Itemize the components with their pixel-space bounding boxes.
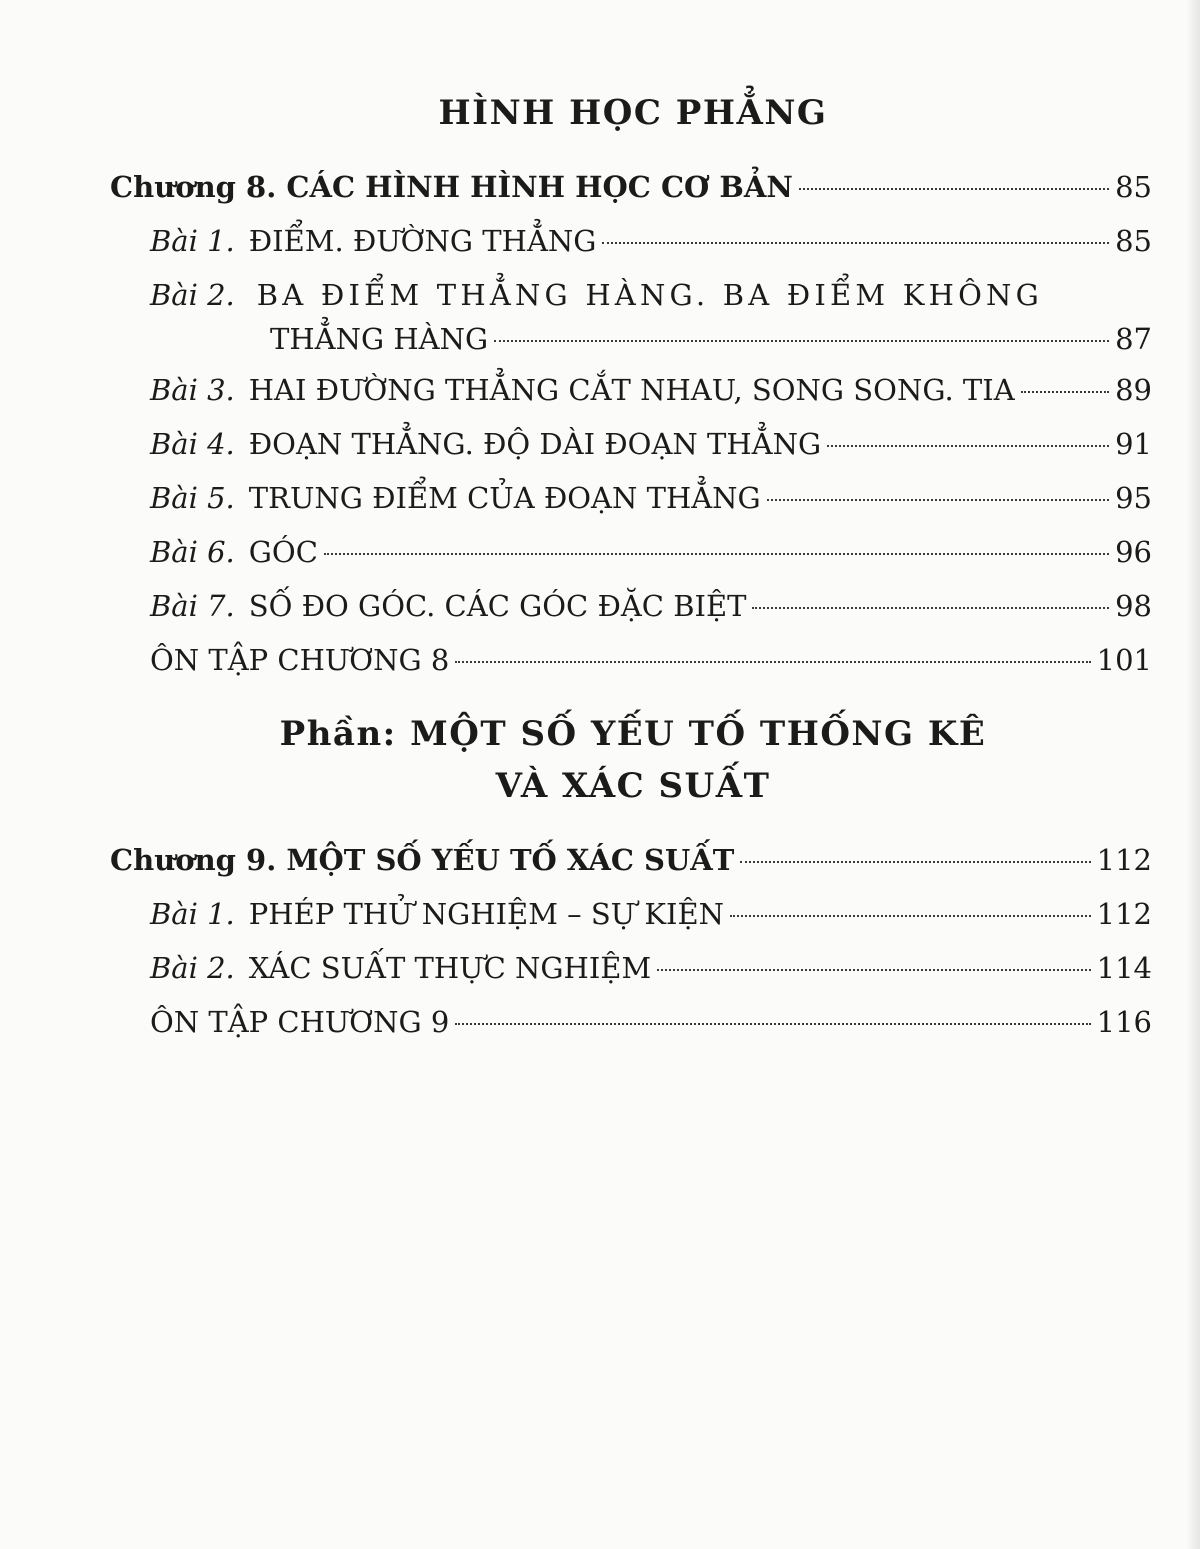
leader-dots xyxy=(455,661,1090,663)
lesson-label: Bài 2. xyxy=(150,951,235,985)
lesson-title: SỐ ĐO GÓC. CÁC GÓC ĐẶC BIỆT xyxy=(248,589,747,623)
lesson-label: Bài 5. xyxy=(150,481,235,515)
lesson-title: XÁC SUẤT THỰC NGHIỆM xyxy=(248,951,652,985)
toc-item[interactable] xyxy=(150,427,1152,461)
lesson-label: Bài 6. xyxy=(150,535,235,569)
toc-chapter-9[interactable] xyxy=(110,843,1152,877)
toc-item[interactable] xyxy=(150,373,1152,407)
page-number: 112 xyxy=(1096,843,1152,877)
lesson-title-line1: BA ĐIỂM THẲNG HÀNG. BA ĐIỂM KHÔNG xyxy=(256,278,1043,312)
lesson-title: PHÉP THỬ NGHIỆM – SỰ KIỆN xyxy=(248,897,725,931)
leader-dots xyxy=(767,499,1109,501)
leader-dots xyxy=(730,915,1091,917)
lesson-label: Bài 7. xyxy=(150,589,235,623)
toc-item[interactable] xyxy=(150,224,1152,258)
toc-item[interactable] xyxy=(150,481,1152,515)
page-number: 87 xyxy=(1115,322,1152,356)
section-title-plane-geometry: HÌNH HỌC PHẲNG xyxy=(438,93,828,133)
page-number: 89 xyxy=(1115,373,1152,407)
lesson-label: Bài 3. xyxy=(150,373,235,407)
toc-review-9[interactable] xyxy=(150,1005,1152,1039)
lesson-title: ĐOẠN THẲNG. ĐỘ DÀI ĐOẠN THẲNG xyxy=(248,427,822,461)
page-number: 96 xyxy=(1115,535,1152,569)
leader-dots xyxy=(455,1023,1090,1025)
lesson-title: HAI ĐƯỜNG THẲNG CẮT NHAU, SONG SONG. TIA xyxy=(248,373,1015,407)
chapter-title: Chương 8. CÁC HÌNH HÌNH HỌC CƠ BẢN xyxy=(110,170,793,204)
toc-review-8[interactable] xyxy=(150,643,1152,677)
toc-item[interactable] xyxy=(150,951,1152,985)
page-number: 91 xyxy=(1115,427,1152,461)
section-title-statistics: Phần: MỘT SỐ YẾU TỐ THỐNG KÊ xyxy=(279,714,987,754)
lesson-title-line2: THẲNG HÀNG xyxy=(270,322,489,356)
leader-dots xyxy=(740,861,1090,863)
toc-chapter-8[interactable] xyxy=(110,170,1152,204)
page-edge-shadow xyxy=(1186,0,1200,1549)
page-number: 114 xyxy=(1096,951,1152,985)
page-number: 85 xyxy=(1115,224,1152,258)
leader-dots xyxy=(752,607,1109,609)
lesson-label: Bài 4. xyxy=(150,427,235,461)
leader-dots xyxy=(324,553,1109,555)
lesson-title: ĐIỂM. ĐƯỜNG THẲNG xyxy=(248,224,597,258)
leader-dots xyxy=(602,242,1109,244)
lesson-label: Bài 2. xyxy=(150,278,235,312)
page-number: 95 xyxy=(1115,481,1152,515)
lesson-label: Bài 1. xyxy=(150,224,235,258)
review-title: ÔN TẬP CHƯƠNG 9 xyxy=(150,1005,450,1039)
toc-item[interactable] xyxy=(150,897,1152,931)
lesson-title: GÓC xyxy=(248,535,318,569)
toc-item[interactable] xyxy=(150,589,1152,623)
toc-item[interactable] xyxy=(150,278,1152,356)
lesson-title: TRUNG ĐIỂM CỦA ĐOẠN THẲNG xyxy=(248,481,761,515)
page-number: 85 xyxy=(1115,170,1152,204)
lesson-label: Bài 1. xyxy=(150,897,235,931)
section-title-statistics-line2: VÀ XÁC SUẤT xyxy=(495,766,771,806)
page-number: 101 xyxy=(1096,643,1152,677)
page-number: 98 xyxy=(1115,589,1152,623)
leader-dots xyxy=(657,969,1090,971)
leader-dots xyxy=(827,445,1109,447)
page-number: 112 xyxy=(1096,897,1152,931)
chapter-title: Chương 9. MỘT SỐ YẾU TỐ XÁC SUẤT xyxy=(110,843,735,877)
review-title: ÔN TẬP CHƯƠNG 8 xyxy=(150,643,450,677)
toc-item[interactable] xyxy=(150,535,1152,569)
leader-dots xyxy=(799,188,1109,190)
page-number: 116 xyxy=(1096,1005,1152,1039)
leader-dots xyxy=(494,340,1109,342)
leader-dots xyxy=(1021,391,1109,393)
